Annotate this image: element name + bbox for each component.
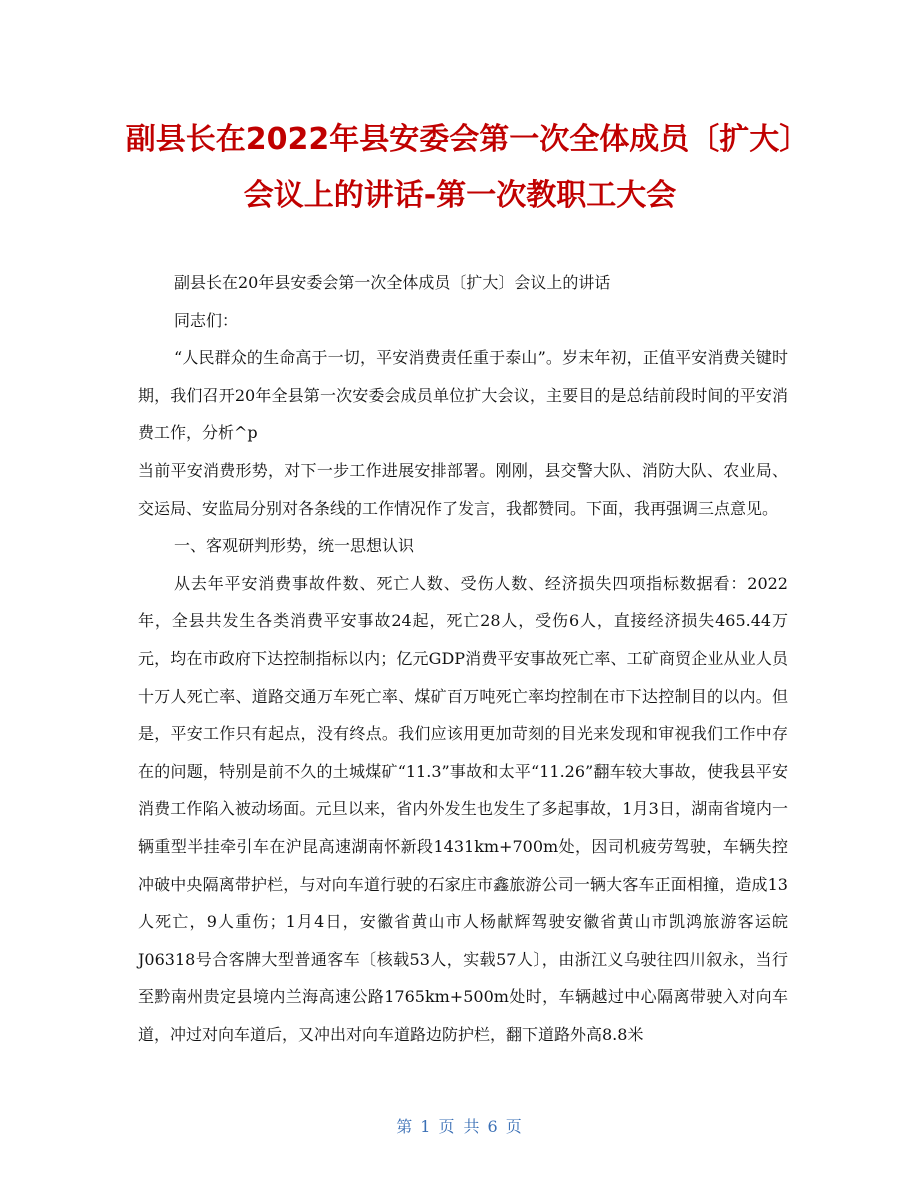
paragraph: “人民群众的生命高于一切，平安消费责任重于泰山”。岁末年初，正值平安消费关键时期，我们召开20年全县第一次安委会成员单位扩大会议，主要目的是总结前段时间的平安消费工作，分析^p <box>138 348 788 443</box>
paragraph: 副县长在20年县安委会第一次全体成员〔扩大〕会议上的讲话 <box>174 273 611 292</box>
footer-prefix: 第 <box>396 1117 415 1136</box>
document-title: 副县长在2022年县安委会第一次全体成员〔扩大〕会议上的讲话-第一次教职工大会 <box>125 122 795 213</box>
footer-page-number: 1 <box>420 1117 433 1136</box>
paragraph: 同志们： <box>174 310 239 330</box>
footer-total-pages: 6 <box>487 1117 500 1136</box>
footer-suffix: 页 <box>505 1117 524 1136</box>
paragraph: 从去年平安消费事故件数、死亡人数、受伤人数、经济损失四项指标数据看：2022年，全县共发生各类消费平安事故24起，死亡28人，受伤6人，直接经济损失465.44万元，均在市政府下达控制指标以内；亿元GDP消费平安事故死亡率、工矿商贸企业从业人员十万人死亡率、道路交通万车死亡率、煤矿百万吨死亡率均控制在市下达控制目的以内。但是，平安工作只有起点，没有终点。我们应该用更加苛刻的目光来发现和审视我们工作中存在的问题，特别是前不久的土城煤矿“11.3”事故和太平“11.26”翻车较大事故，使我县平安消费工作陷入被动场面。元旦以来，省内外发生也发生了多起事故，1月3日，湖南省境内一辆重型半挂牵引车在沪昆高速湖南怀新段1431km+700m处，因司机疲劳驾驶，车辆失控冲破中央隔离带护栏，与对向车道行驶的石家庄市鑫旅游公司一辆大客车正面相撞，造成13人死亡，9人重伤；1月4日，安徽省黄山市人杨献辉驾驶安徽省黄山市凯鸿旅游客运皖J06318号合客牌大型普通客车〔核载53人，实载57人〕，由浙江义乌驶往四川叙永，当行至黔南州贵定县境内兰海高速公路1765km+500m处时，车辆越过中心隔离带驶入对向车道，冲过对向车道后，又冲出对向车道路边防护栏，翻下道路外高8.8米 <box>138 573 788 1044</box>
document-body <box>138 264 788 1053</box>
section-heading: 一、客观研判形势，统一思想认识 <box>174 536 415 556</box>
paragraph: 当前平安消费形势，对下一步工作进展安排部署。刚刚，县交警大队、消防大队、农业局、交运局、安监局分别对各条线的工作情况作了发言，我都赞同。下面，我再强调三点意见。 <box>138 460 788 518</box>
footer-middle: 页 共 <box>438 1117 482 1136</box>
page-footer <box>0 1114 920 1137</box>
